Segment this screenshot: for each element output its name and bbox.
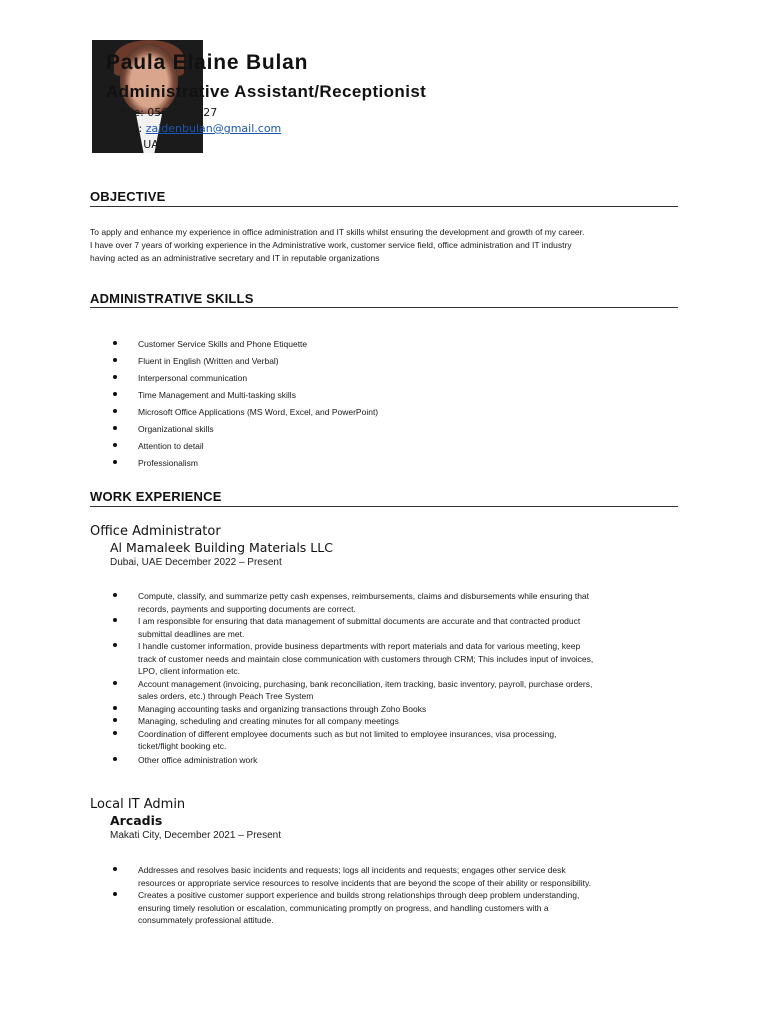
duty-line: LPO, client information etc. [138,666,241,676]
duty-line: Addresses and resolves basic incidents and requests; logs all incidents and requests; engages other service desk [138,865,566,875]
duty-item [110,864,680,889]
job-title: Local IT Admin [90,797,186,812]
bullet-icon [113,681,117,685]
bullet-icon [113,757,117,761]
objective-text [90,226,682,265]
skill-text: Fluent in English (Written and Verbal) [138,356,279,366]
bullet-icon [113,867,117,871]
bullet-icon [113,443,117,447]
duty-item [110,715,680,728]
skill-item [110,406,610,423]
work-heading: WORK EXPERIENCE [90,489,222,504]
objective-heading: OBJECTIVE [90,189,166,204]
duty-line: Managing accounting tasks and organizing transactions through Zoho Books [138,703,427,714]
email-label: E-mail: [104,122,146,135]
bullet-icon [113,618,117,622]
candidate-title: Administrative Assistant/Receptionist [106,82,427,101]
skill-text: Time Management and Multi-tasking skills [138,390,296,400]
skill-item [110,372,610,389]
job-place-date: Dubai, UAE December 2022 – Present [110,557,282,568]
skill-text: Attention to detail [138,441,204,451]
bullet-icon [113,392,117,396]
duty-line: I am responsible for ensuring that data management of submittal documents are accurate and that contracted product [138,616,581,626]
duty-item [110,678,680,703]
duty-line: ensuring timely resolution or escalation, communicating promptly on progress, and handling customers with a [138,902,549,913]
skill-text: Organizational skills [138,424,214,434]
contact-mobile: Mobile: 0506414027 [104,106,218,119]
objective-line: having acted as an administrative secretary and IT in reputable organizations [90,253,380,263]
duty-line: track of customer needs and maintain close communication with customers through CRM; This includes input of invoices, [138,653,594,664]
skill-item [110,457,610,474]
bullet-icon [113,892,117,896]
job-duties-list [110,864,680,927]
bullet-icon [113,358,117,362]
job-duties-list [110,590,680,766]
duty-item [110,754,680,767]
duty-line: resources or appropriate service resources to resolve incidents that are beyond the scope of their ability or responsibility. [138,877,591,888]
duty-line: consummately professional attitude. [138,915,274,925]
duty-line: sales orders, etc.) through Peach Tree System [138,691,314,701]
skills-heading: ADMINISTRATIVE SKILLS [90,291,254,306]
candidate-name: Paula Elaine Bulan [106,51,309,74]
duty-item [110,889,680,927]
duty-line: records, payments and supporting documents are correct. [138,603,356,614]
skill-item [110,389,610,406]
skills-list [110,338,610,474]
objective-line: To apply and enhance my experience in office administration and IT skills whilst ensuring the development and growth of my career. [90,227,585,237]
duty-item [110,615,680,640]
contact-email [104,122,281,135]
duty-line: Account management (invoicing, purchasing, bank reconciliation, item tracking, basic inventory, payroll, purchase orders, [138,678,593,689]
bullet-icon [113,341,117,345]
bullet-icon [113,643,117,647]
duty-line: submittal deadlines are met. [138,628,245,639]
skill-text: Professionalism [138,458,198,468]
duty-item [110,590,680,615]
duty-item [110,703,680,716]
bullet-icon [113,426,117,430]
job-company: Al Mamaleek Building Materials LLC [110,540,333,555]
skill-text: Customer Service Skills and Phone Etiquette [138,339,308,349]
duty-line: Other office administration work [138,754,258,765]
skill-item [110,355,610,372]
skill-text: Interpersonal communication [138,373,248,383]
bullet-icon [113,460,117,464]
bullet-icon [113,706,117,710]
bullet-icon [113,409,117,413]
email-link[interactable]: zaidenbulan@gmail.com [145,122,282,135]
bullet-icon [113,375,117,379]
duty-line: Managing, scheduling and creating minutes for all company meetings [138,716,399,726]
bullet-icon [113,731,117,735]
job-title: Office Administrator [90,524,221,539]
skill-item [110,440,610,457]
skill-text: Microsoft Office Applications (MS Word, Excel, and PowerPoint) [138,407,379,417]
job-place-date: Makati City, December 2021 – Present [110,830,282,841]
work-divider [90,506,678,507]
duty-line: ticket/flight booking etc. [138,741,227,751]
contact-location: Dubai, UAE [104,138,166,151]
objective-divider [90,206,678,207]
bullet-icon [113,718,117,722]
duty-line: Compute, classify, and summarize petty cash expenses, reimbursements, claims and disbursements while ensuring that [138,591,590,601]
skills-divider [90,307,678,308]
bullet-icon [113,593,117,597]
objective-line: I have over 7 years of working experience in the Administrative work, customer service field, office administration and IT industry [90,240,572,250]
job-company: Arcadis [110,813,163,828]
duty-item [110,728,680,753]
duty-item [110,640,680,678]
duty-line: Creates a positive customer support experience and builds strong relationships through deep problem understanding, [138,890,580,900]
duty-line: I handle customer information, provide business departments with report materials and data for various meeting, keep [138,641,581,651]
skill-item [110,338,610,355]
skill-item [110,423,610,440]
duty-line: Coordination of different employee documents such as but not limited to employee insurances, visa processing, [138,728,557,739]
